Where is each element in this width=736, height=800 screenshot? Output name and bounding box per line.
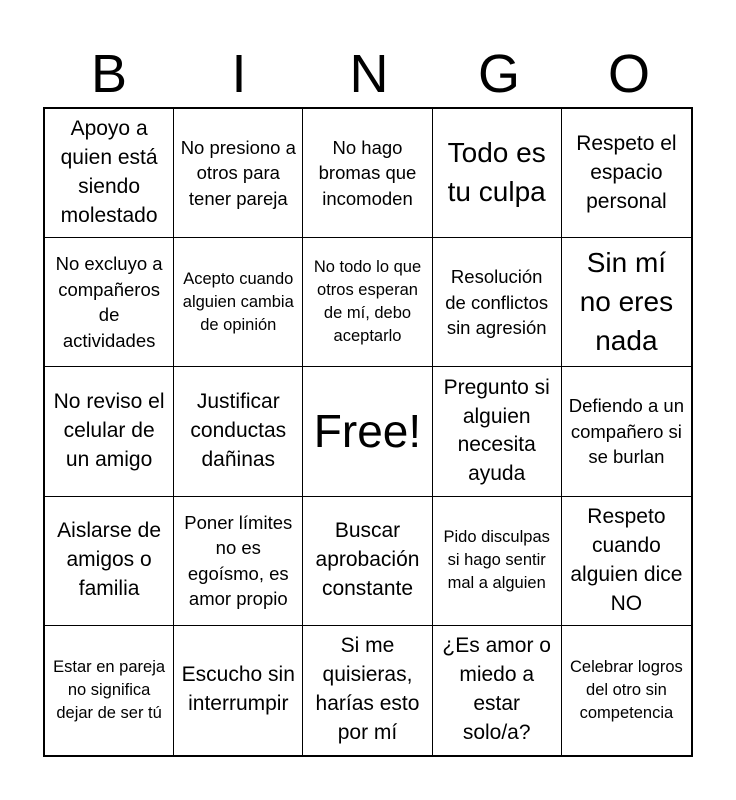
bingo-cell[interactable] <box>303 497 432 626</box>
bingo-cell[interactable] <box>303 238 432 367</box>
cell-text: No excluyo a compañeros de actividades <box>55 253 163 351</box>
cell-text: Todo es tu culpa <box>447 137 546 208</box>
bingo-cell[interactable] <box>174 367 303 496</box>
bingo-cell[interactable] <box>45 238 174 367</box>
bingo-cell[interactable] <box>433 109 562 238</box>
bingo-cell[interactable] <box>562 238 691 367</box>
header-letter-g: G <box>477 44 520 104</box>
cell-text: No hago bromas que incomoden <box>318 136 417 209</box>
header-letter-o: O <box>607 44 650 104</box>
bingo-cell[interactable] <box>562 109 691 238</box>
bingo-cell[interactable] <box>45 626 174 755</box>
cell-text: Sin mí no eres nada <box>579 247 674 356</box>
header-letter-i: I <box>231 44 247 104</box>
bingo-cell[interactable] <box>174 109 303 238</box>
bingo-cell[interactable] <box>303 109 432 238</box>
bingo-cell[interactable] <box>174 238 303 367</box>
bingo-cell[interactable] <box>433 367 562 496</box>
cell-text: Respeto cuando alguien dice NO <box>570 504 683 615</box>
cell-text: No presiono a otros para tener pareja <box>180 136 296 209</box>
bingo-board <box>43 107 693 757</box>
cell-text: Pregunto si alguien necesita ayuda <box>443 375 550 486</box>
cell-text: Estar en pareja no significa dejar de ser tú <box>53 657 166 722</box>
bingo-cell[interactable] <box>433 626 562 755</box>
header-letter-b: B <box>90 44 128 104</box>
cell-text: Poner límites no es egoísmo, es amor propio <box>184 511 293 610</box>
cell-text: Apoyo a quien está siendo molestado <box>60 117 158 228</box>
bingo-cell[interactable] <box>45 367 174 496</box>
bingo-cell[interactable] <box>562 497 691 626</box>
free-space-text: Free! <box>313 405 422 458</box>
bingo-header <box>44 40 694 108</box>
cell-text: Justificar conductas dañinas <box>190 390 287 471</box>
cell-text: Buscar aprobación constante <box>315 519 420 601</box>
cell-text: Si me quisieras, harías esto por mí <box>315 634 420 745</box>
bingo-cell[interactable] <box>562 367 691 496</box>
cell-text: No todo lo que otros esperan de mí, debo aceptarlo <box>313 258 422 346</box>
cell-text: Respeto el espacio personal <box>576 131 677 213</box>
cell-text: Defiendo a un compañero si se burlan <box>568 395 684 468</box>
bingo-cell[interactable] <box>45 497 174 626</box>
bingo-cell[interactable] <box>303 626 432 755</box>
cell-text: Aislarse de amigos o familia <box>57 519 162 601</box>
cell-text: Pido disculpas si hago sentir mal a alguien <box>443 528 550 593</box>
bingo-cell[interactable] <box>433 497 562 626</box>
bingo-cell[interactable] <box>562 626 691 755</box>
cell-text: Escucho sin interrumpir <box>181 663 295 716</box>
cell-text: ¿Es amor o miedo a estar solo/a? <box>442 634 551 745</box>
cell-text: Resolución de conflictos sin agresión <box>445 266 549 339</box>
cell-text: Acepto cuando alguien cambia de opinión <box>182 269 294 334</box>
header-letter-n: N <box>349 44 389 104</box>
bingo-cell[interactable] <box>174 626 303 755</box>
cell-text: Celebrar logros del otro sin competencia <box>569 657 683 722</box>
free-space-cell[interactable] <box>303 367 432 496</box>
bingo-cell[interactable] <box>45 109 174 238</box>
bingo-cell[interactable] <box>174 497 303 626</box>
bingo-cell[interactable] <box>433 238 562 367</box>
cell-text: No reviso el celular de un amigo <box>53 390 165 471</box>
